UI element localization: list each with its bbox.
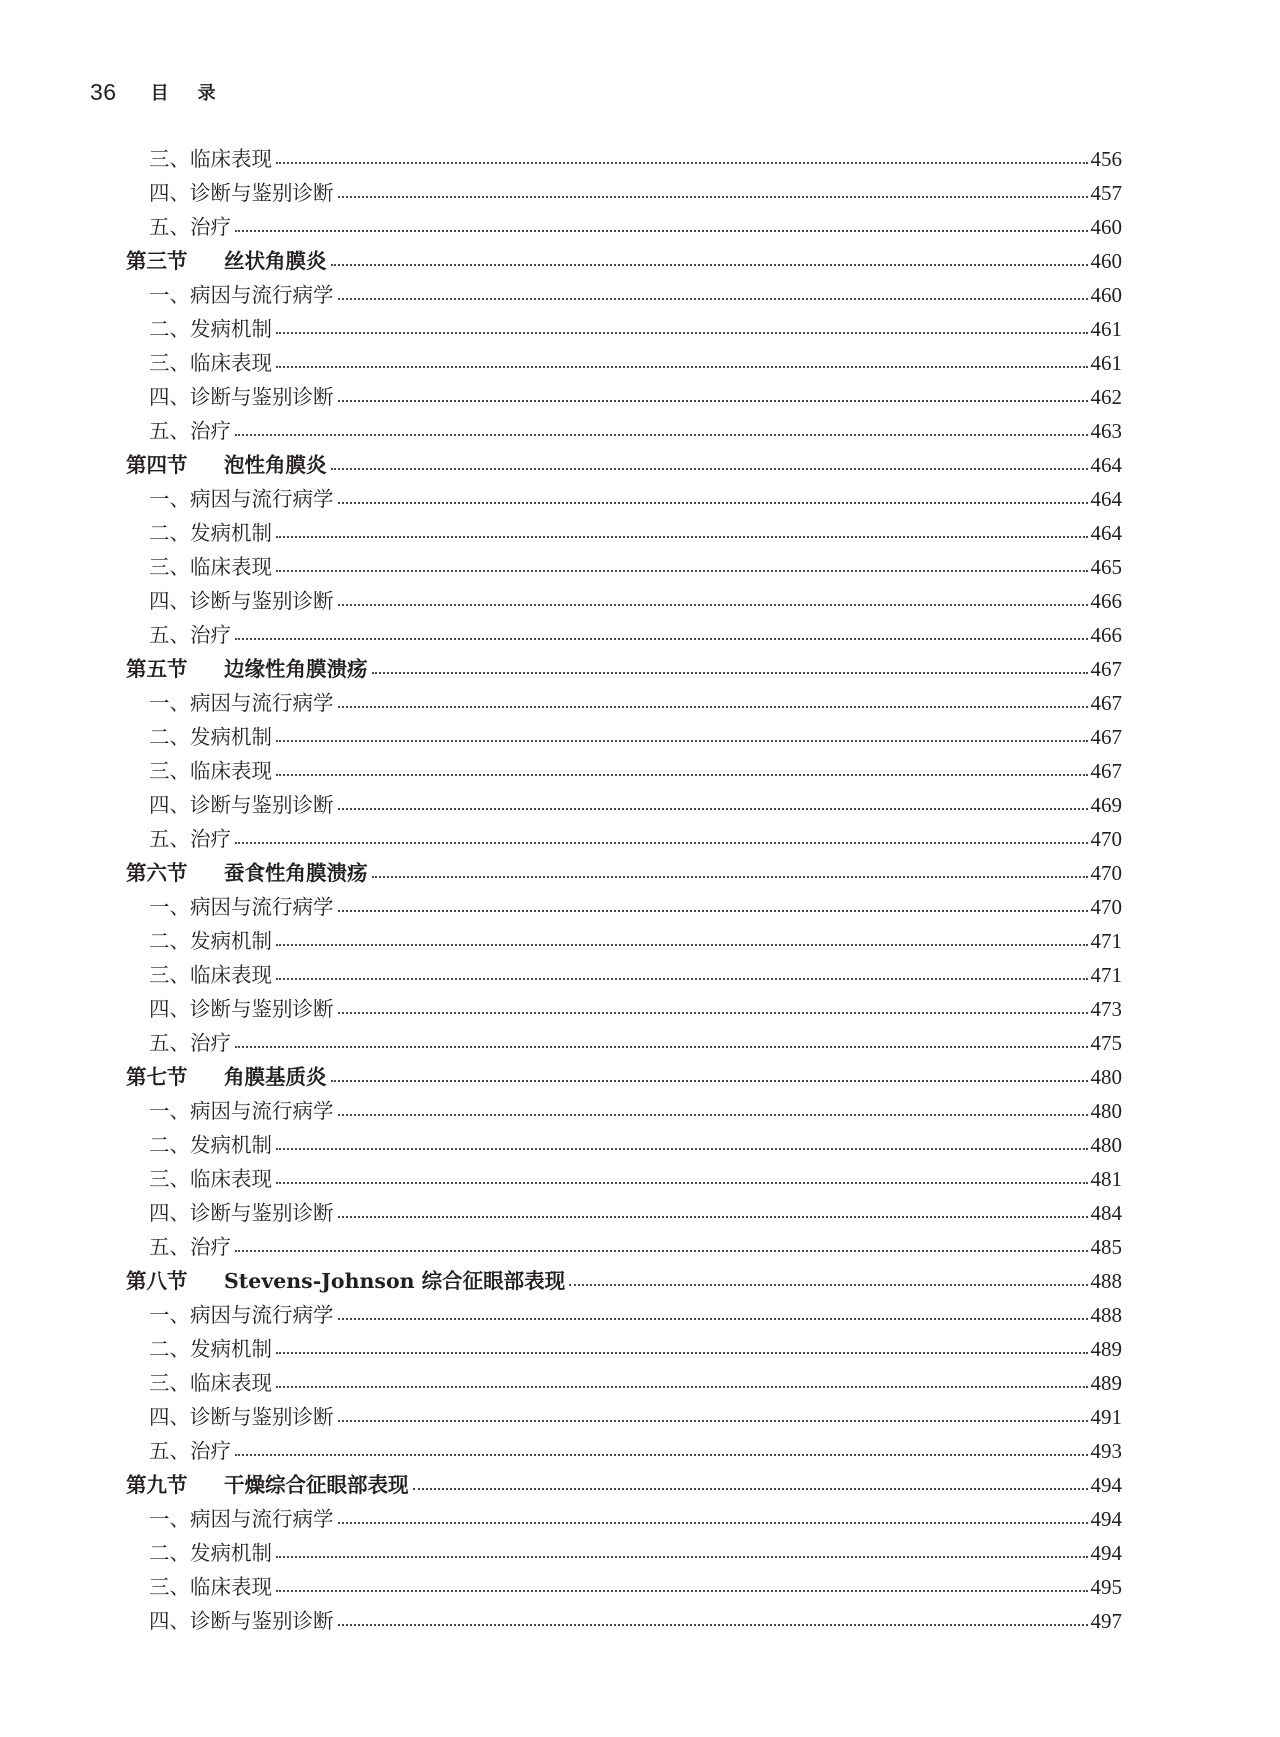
toc-page-number: 464	[1090, 520, 1122, 545]
toc-subsection-entry[interactable]	[126, 686, 1122, 720]
toc-page-number: 456	[1090, 146, 1122, 171]
page-header	[90, 72, 245, 112]
toc-section-entry[interactable]	[126, 244, 1122, 278]
toc-subsection-entry[interactable]	[126, 754, 1122, 788]
toc-entry-label	[149, 588, 338, 613]
dot-leader	[276, 162, 1088, 164]
toc-section-entry[interactable]	[126, 652, 1122, 686]
toc-page-number: 494	[1090, 1506, 1122, 1531]
toc-entry-label	[149, 1540, 276, 1565]
dot-leader	[372, 876, 1088, 878]
toc-subsection-entry[interactable]	[126, 1502, 1122, 1536]
toc-entry-label	[149, 724, 276, 749]
toc-entry-label	[149, 214, 235, 239]
toc-section-entry[interactable]	[126, 856, 1122, 890]
toc-entry-title: 二、发病机制	[149, 316, 272, 341]
toc-entry-title: 四、诊断与鉴别诊断	[149, 384, 334, 409]
toc-subsection-entry[interactable]	[126, 822, 1122, 856]
toc-entry-title: 五、治疗	[149, 1234, 231, 1259]
toc-subsection-entry[interactable]	[126, 482, 1122, 516]
dot-leader	[331, 468, 1088, 470]
toc-entry-title: 四、诊断与鉴别诊断	[149, 792, 334, 817]
toc-entry-title: 二、发病机制	[149, 520, 272, 545]
toc-entry-title: 二、发病机制	[149, 1336, 272, 1361]
dot-leader	[331, 264, 1088, 266]
toc-entry-label	[149, 1132, 276, 1157]
toc-page-number: 480	[1090, 1132, 1122, 1157]
toc-entry-title: 五、治疗	[149, 214, 231, 239]
dot-leader	[338, 1012, 1088, 1014]
toc-subsection-entry[interactable]	[126, 1162, 1122, 1196]
toc-entry-label	[126, 1472, 413, 1497]
toc-section-entry[interactable]	[126, 1060, 1122, 1094]
toc-page-number: 467	[1090, 690, 1122, 715]
table-of-contents	[126, 142, 1122, 1638]
toc-page-number: 495	[1090, 1574, 1122, 1599]
dot-leader	[235, 1454, 1088, 1456]
toc-page-number: 466	[1090, 588, 1122, 613]
toc-entry-label	[149, 1302, 338, 1327]
toc-subsection-entry[interactable]	[126, 1366, 1122, 1400]
toc-entry-label	[149, 554, 276, 579]
toc-entry-title: 泡性角膜炎	[224, 452, 327, 477]
toc-page-number: 470	[1090, 894, 1122, 919]
toc-entry-title: 四、诊断与鉴别诊断	[149, 996, 334, 1021]
dot-leader	[338, 706, 1088, 708]
toc-entry-label	[149, 690, 338, 715]
dot-leader	[276, 332, 1088, 334]
toc-entry-label	[149, 146, 276, 171]
toc-page-number: 467	[1090, 758, 1122, 783]
toc-entry-label	[149, 962, 276, 987]
dot-leader	[338, 1420, 1088, 1422]
toc-entry-title: 一、病因与流行病学	[149, 690, 334, 715]
dot-leader	[569, 1284, 1087, 1286]
toc-section-number: 第五节	[126, 656, 188, 681]
toc-entry-label	[149, 418, 235, 443]
toc-entry-title: 四、诊断与鉴别诊断	[149, 1200, 334, 1225]
toc-page-number: 464	[1090, 452, 1122, 477]
toc-page-number: 488	[1090, 1302, 1122, 1327]
page-number: 36	[90, 78, 117, 105]
toc-entry-label	[149, 1574, 276, 1599]
toc-entry-title: 干燥综合征眼部表现	[224, 1472, 409, 1497]
toc-entry-title: 丝状角膜炎	[224, 248, 327, 273]
toc-entry-title: 四、诊断与鉴别诊断	[149, 588, 334, 613]
toc-entry-label	[149, 1438, 235, 1463]
dot-leader	[338, 502, 1088, 504]
toc-page-number: 489	[1090, 1336, 1122, 1361]
toc-entry-label	[126, 656, 372, 681]
toc-page-number: 467	[1090, 656, 1122, 681]
toc-entry-title: 三、临床表现	[149, 1166, 272, 1191]
toc-entry-title: 一、病因与流行病学	[149, 894, 334, 919]
dot-leader	[338, 808, 1088, 810]
toc-subsection-entry[interactable]	[126, 1332, 1122, 1366]
toc-entry-label	[149, 350, 276, 375]
toc-entry-label	[149, 826, 235, 851]
toc-subsection-entry[interactable]	[126, 618, 1122, 652]
toc-page-number: 461	[1090, 350, 1122, 375]
toc-entry-label	[149, 180, 338, 205]
dot-leader	[331, 1080, 1088, 1082]
toc-entry-label	[149, 316, 276, 341]
dot-leader	[338, 910, 1088, 912]
toc-page-number: 494	[1090, 1540, 1122, 1565]
toc-entry-title: 五、治疗	[149, 826, 231, 851]
toc-entry-title: 角膜基质炎	[224, 1064, 327, 1089]
dot-leader	[338, 1624, 1088, 1626]
toc-entry-title: 五、治疗	[149, 418, 231, 443]
toc-page-number: 480	[1090, 1098, 1122, 1123]
toc-section-entry[interactable]	[126, 1264, 1122, 1298]
toc-page-number: 471	[1090, 962, 1122, 987]
dot-leader	[276, 1590, 1088, 1592]
dot-leader	[235, 1250, 1088, 1252]
toc-entry-label	[149, 282, 338, 307]
toc-subsection-entry[interactable]	[126, 1026, 1122, 1060]
toc-page-number: 461	[1090, 316, 1122, 341]
toc-entry-label	[149, 758, 276, 783]
toc-entry-label	[126, 248, 331, 273]
toc-subsection-entry[interactable]	[126, 1400, 1122, 1434]
dot-leader	[276, 1386, 1088, 1388]
dot-leader	[235, 230, 1088, 232]
toc-subsection-entry[interactable]	[126, 1604, 1122, 1638]
toc-subsection-entry[interactable]	[126, 176, 1122, 210]
toc-subsection-entry[interactable]	[126, 1298, 1122, 1332]
toc-page-number: 464	[1090, 486, 1122, 511]
toc-entry-label	[149, 894, 338, 919]
toc-entry-label	[149, 1506, 338, 1531]
toc-section-number: 第六节	[126, 860, 188, 885]
toc-subsection-entry[interactable]	[126, 516, 1122, 550]
toc-entry-label	[126, 860, 372, 885]
toc-entry-title: 蚕食性角膜溃疡	[224, 860, 368, 885]
dot-leader	[276, 944, 1088, 946]
toc-subsection-entry[interactable]	[126, 1128, 1122, 1162]
toc-subsection-entry[interactable]	[126, 346, 1122, 380]
toc-page-number: 469	[1090, 792, 1122, 817]
dot-leader	[235, 842, 1088, 844]
toc-page-number: 470	[1090, 826, 1122, 851]
dot-leader	[235, 1046, 1088, 1048]
toc-page-number: 471	[1090, 928, 1122, 953]
toc-section-entry[interactable]	[126, 1468, 1122, 1502]
toc-entry-label	[149, 1098, 338, 1123]
toc-entry-label	[126, 1268, 569, 1293]
toc-page-number: 465	[1090, 554, 1122, 579]
toc-page-number: 463	[1090, 418, 1122, 443]
toc-subsection-entry[interactable]	[126, 1434, 1122, 1468]
toc-subsection-entry[interactable]	[126, 550, 1122, 584]
toc-page-number: 491	[1090, 1404, 1122, 1429]
toc-subsection-entry[interactable]	[126, 210, 1122, 244]
toc-page-number: 460	[1090, 248, 1122, 273]
toc-entry-title: 三、临床表现	[149, 962, 272, 987]
toc-subsection-entry[interactable]	[126, 788, 1122, 822]
toc-subsection-entry[interactable]	[126, 278, 1122, 312]
toc-subsection-entry[interactable]	[126, 890, 1122, 924]
toc-entry-title: 一、病因与流行病学	[149, 1302, 334, 1327]
toc-subsection-entry[interactable]	[126, 414, 1122, 448]
toc-entry-title: 五、治疗	[149, 622, 231, 647]
toc-entry-label	[149, 1608, 338, 1633]
dot-leader	[276, 740, 1088, 742]
toc-entry-title: 一、病因与流行病学	[149, 1098, 334, 1123]
toc-entry-title: 边缘性角膜溃疡	[224, 656, 368, 681]
dot-leader	[276, 536, 1088, 538]
toc-entry-label	[149, 486, 338, 511]
toc-section-number: 第三节	[126, 248, 188, 273]
dot-leader	[372, 672, 1088, 674]
toc-subsection-entry[interactable]	[126, 958, 1122, 992]
dot-leader	[338, 400, 1088, 402]
toc-entry-title: 三、临床表现	[149, 350, 272, 375]
dot-leader	[235, 434, 1088, 436]
toc-entry-label	[149, 996, 338, 1021]
toc-entry-label	[149, 1166, 276, 1191]
toc-section-entry[interactable]	[126, 448, 1122, 482]
toc-subsection-entry[interactable]	[126, 380, 1122, 414]
toc-subsection-entry[interactable]	[126, 720, 1122, 754]
dot-leader	[413, 1488, 1088, 1490]
toc-page-number: 497	[1090, 1608, 1122, 1633]
toc-entry-title: 三、临床表现	[149, 1370, 272, 1395]
dot-leader	[235, 638, 1088, 640]
toc-page-number: 481	[1090, 1166, 1122, 1191]
toc-entry-title: 二、发病机制	[149, 928, 272, 953]
toc-entry-title: 二、发病机制	[149, 1132, 272, 1157]
toc-subsection-entry[interactable]	[126, 584, 1122, 618]
toc-entry-label	[149, 1030, 235, 1055]
toc-page-number: 484	[1090, 1200, 1122, 1225]
dot-leader	[338, 604, 1088, 606]
running-title: 目录	[150, 83, 245, 104]
toc-page-number: 460	[1090, 214, 1122, 239]
toc-entry-label	[149, 622, 235, 647]
toc-entry-label	[149, 792, 338, 817]
toc-entry-label	[126, 452, 331, 477]
toc-entry-label	[149, 1200, 338, 1225]
toc-entry-label	[149, 1336, 276, 1361]
toc-section-number: 第九节	[126, 1472, 188, 1497]
toc-entry-title: 三、临床表现	[149, 758, 272, 783]
toc-entry-label	[149, 1234, 235, 1259]
dot-leader	[276, 366, 1088, 368]
toc-page-number: 494	[1090, 1472, 1122, 1497]
dot-leader	[338, 1318, 1088, 1320]
toc-subsection-entry[interactable]	[126, 1536, 1122, 1570]
dot-leader	[338, 298, 1088, 300]
toc-page-number: 457	[1090, 180, 1122, 205]
toc-subsection-entry[interactable]	[126, 1094, 1122, 1128]
toc-page-number: 489	[1090, 1370, 1122, 1395]
toc-entry-label	[149, 1370, 276, 1395]
toc-subsection-entry[interactable]	[126, 1230, 1122, 1264]
toc-entry-title: Stevens-Johnson 综合征眼部表现	[224, 1268, 566, 1293]
toc-page-number: 485	[1090, 1234, 1122, 1259]
toc-entry-title: 三、临床表现	[149, 146, 272, 171]
dot-leader	[338, 1114, 1088, 1116]
toc-entry-label	[126, 1064, 331, 1089]
toc-entry-title: 二、发病机制	[149, 1540, 272, 1565]
toc-page-number: 467	[1090, 724, 1122, 749]
dot-leader	[276, 570, 1088, 572]
dot-leader	[338, 196, 1088, 198]
toc-entry-title: 一、病因与流行病学	[149, 486, 334, 511]
toc-section-number: 第七节	[126, 1064, 188, 1089]
toc-entry-label	[149, 1404, 338, 1429]
dot-leader	[276, 1148, 1088, 1150]
toc-entry-title: 四、诊断与鉴别诊断	[149, 180, 334, 205]
toc-entry-title: 五、治疗	[149, 1438, 231, 1463]
toc-entry-title: 三、临床表现	[149, 1574, 272, 1599]
toc-entry-title: 三、临床表现	[149, 554, 272, 579]
toc-subsection-entry[interactable]	[126, 1196, 1122, 1230]
toc-entry-title: 一、病因与流行病学	[149, 282, 334, 307]
toc-entry-title: 四、诊断与鉴别诊断	[149, 1608, 334, 1633]
toc-entry-label	[149, 928, 276, 953]
toc-entry-title: 二、发病机制	[149, 724, 272, 749]
toc-page-number: 475	[1090, 1030, 1122, 1055]
toc-section-number: 第八节	[126, 1268, 188, 1293]
toc-entry-title: 一、病因与流行病学	[149, 1506, 334, 1531]
dot-leader	[276, 1352, 1088, 1354]
dot-leader	[276, 978, 1088, 980]
dot-leader	[276, 1182, 1088, 1184]
toc-section-number: 第四节	[126, 452, 188, 477]
toc-page-number: 466	[1090, 622, 1122, 647]
toc-subsection-entry[interactable]	[126, 312, 1122, 346]
toc-entry-label	[149, 520, 276, 545]
toc-subsection-entry[interactable]	[126, 1570, 1122, 1604]
toc-page-number: 460	[1090, 282, 1122, 307]
toc-entry-title: 四、诊断与鉴别诊断	[149, 1404, 334, 1429]
toc-entry-title: 五、治疗	[149, 1030, 231, 1055]
toc-page-number: 493	[1090, 1438, 1122, 1463]
dot-leader	[276, 774, 1088, 776]
toc-page-number: 488	[1090, 1268, 1122, 1293]
toc-page-number: 462	[1090, 384, 1122, 409]
toc-subsection-entry[interactable]	[126, 142, 1122, 176]
dot-leader	[338, 1522, 1088, 1524]
dot-leader	[276, 1556, 1088, 1558]
toc-page-number: 473	[1090, 996, 1122, 1021]
toc-subsection-entry[interactable]	[126, 924, 1122, 958]
dot-leader	[338, 1216, 1088, 1218]
toc-page-number: 470	[1090, 860, 1122, 885]
toc-page-number: 480	[1090, 1064, 1122, 1089]
toc-subsection-entry[interactable]	[126, 992, 1122, 1026]
toc-entry-label	[149, 384, 338, 409]
